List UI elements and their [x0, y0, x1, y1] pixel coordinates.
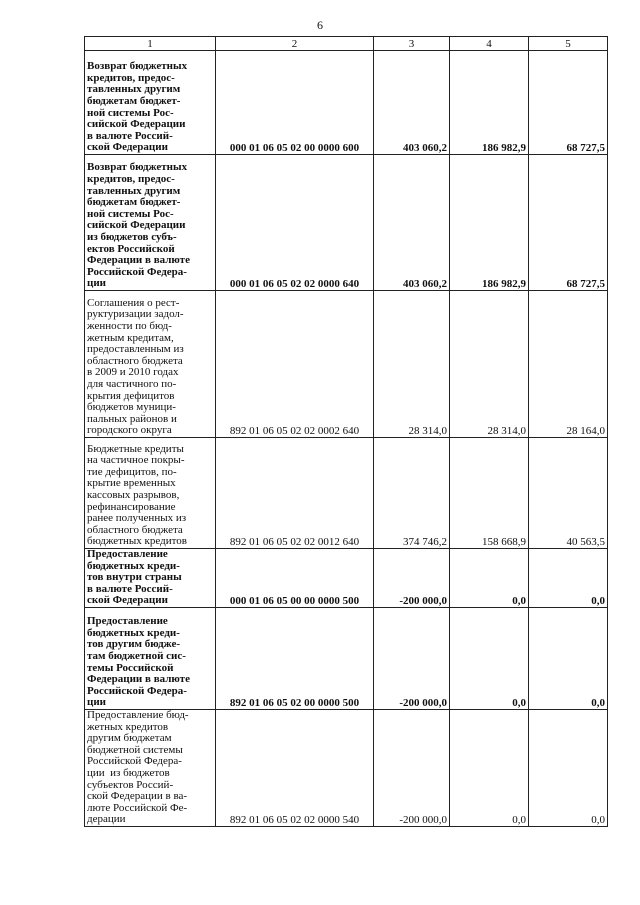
- row-name-line: ции из бюджетов: [87, 767, 170, 779]
- row-name-line: на частичное покры-: [87, 454, 185, 467]
- column-header-5: 5: [529, 37, 608, 51]
- row-name-line: Российской Федера-: [87, 684, 187, 697]
- row-name-line: тавленных другим: [87, 184, 181, 197]
- row-name-line: дерации: [87, 813, 126, 826]
- row-name-line: Предоставление бюд-: [87, 709, 189, 722]
- row-value-col3: -200 000,0: [374, 607, 450, 709]
- row-name-line: Возврат бюджетных: [87, 161, 188, 174]
- row-name-line: люте Российской Фе-: [87, 801, 188, 814]
- row-name-cell: [85, 607, 216, 709]
- row-value-col3: 403 060,2: [374, 155, 450, 291]
- table-row: [85, 291, 608, 438]
- row-name-line: Российской Федера-: [87, 265, 187, 278]
- row-name-cell: [85, 51, 216, 155]
- row-value-col4: 0,0: [450, 709, 529, 826]
- row-name-line: кассовых разрывов,: [87, 489, 180, 502]
- row-name-cell: [85, 709, 216, 826]
- row-name-line: бюджетных креди-: [87, 626, 180, 639]
- row-name-line: тов другим бюдже-: [87, 638, 181, 651]
- row-name-line: в 2009 и 2010 годах: [87, 366, 179, 379]
- row-value-col3: -200 000,0: [374, 709, 450, 826]
- row-value-col4: 186 982,9: [450, 155, 529, 291]
- row-value-col4: 0,0: [450, 549, 529, 608]
- row-name-line: руктуризации задол-: [87, 308, 184, 321]
- row-value-col5: 68 727,5: [529, 51, 608, 155]
- row-name-cell: [85, 155, 216, 291]
- row-value-col5: 0,0: [529, 607, 608, 709]
- row-value-col5: 28 164,0: [529, 291, 608, 438]
- row-name-line: областного бюджета: [87, 354, 183, 367]
- row-name-line: бюджетной системы: [87, 743, 183, 756]
- row-name-line: городского округа: [87, 424, 172, 437]
- row-name-line: ции: [87, 696, 107, 709]
- table-row: [85, 549, 608, 608]
- row-value-col4: 0,0: [450, 607, 529, 709]
- row-value-col5: 0,0: [529, 549, 608, 608]
- row-name-line: ции: [87, 277, 107, 290]
- row-name-line: Федерации в валюте: [87, 254, 190, 267]
- row-name-line: тие дефицитов, по-: [87, 465, 177, 478]
- row-code-cell: 892 01 06 05 02 00 0000 500: [216, 607, 374, 709]
- row-name-line: бюджетных кредитов: [87, 535, 187, 548]
- row-value-col3: 374 746,2: [374, 438, 450, 549]
- row-name-cell: [85, 291, 216, 438]
- row-value-col5: 0,0: [529, 709, 608, 826]
- row-name-line: рефинансирование: [87, 500, 176, 513]
- table-row: [85, 438, 608, 549]
- row-name-line: для частичного по-: [87, 378, 177, 391]
- row-name-line: женности по бюд-: [87, 320, 172, 333]
- row-name-line: из бюджетов субъ-: [87, 231, 177, 244]
- row-name-cell: [85, 549, 216, 608]
- row-name-line: ской Федерации в ва-: [87, 790, 188, 803]
- row-name-line: кредитов, предос-: [87, 173, 175, 186]
- row-value-col3: -200 000,0: [374, 549, 450, 608]
- row-name-line: тавленных другим: [87, 83, 181, 96]
- row-value-col4: 158 668,9: [450, 438, 529, 549]
- row-name-line: пальных районов и: [87, 412, 177, 425]
- table-body: [85, 51, 608, 827]
- row-value-col5: 68 727,5: [529, 155, 608, 291]
- row-value-col4: 186 982,9: [450, 51, 529, 155]
- row-name-line: Предоставление: [87, 548, 168, 560]
- row-name-line: тов внутри страны: [87, 571, 182, 584]
- row-name-line: в валюте Россий-: [87, 582, 173, 595]
- row-name-line: Предоставление: [87, 615, 168, 628]
- row-name-cell: [85, 438, 216, 549]
- row-name-line: бюджетных креди-: [87, 559, 180, 572]
- row-name-line: ской Федерации: [87, 594, 168, 607]
- row-name-line: жетным кредитам,: [87, 331, 174, 344]
- row-value-col3: 28 314,0: [374, 291, 450, 438]
- table-row: [85, 607, 608, 709]
- row-name-line: сийской Федерации: [87, 219, 186, 232]
- row-name-line: кредитов, предос-: [87, 71, 175, 84]
- column-header-1: 1: [85, 37, 216, 51]
- row-name-line: областного бюджета: [87, 523, 183, 536]
- row-name-line: ской Федерации: [87, 141, 168, 154]
- row-value-col3: 403 060,2: [374, 51, 450, 155]
- table-header-row: [85, 37, 608, 51]
- column-header-2: 2: [216, 37, 374, 51]
- row-name-line: бюджетов муници-: [87, 401, 176, 414]
- row-name-line: бюджетам бюджет-: [87, 196, 181, 209]
- row-name-line: темы Российской: [87, 661, 174, 674]
- row-code-cell: 892 01 06 05 02 02 0012 640: [216, 438, 374, 549]
- row-code-cell: 000 01 06 05 00 00 0000 500: [216, 549, 374, 608]
- row-name-line: бюджетам бюджет-: [87, 95, 181, 108]
- row-code-cell: 892 01 06 05 02 02 0000 540: [216, 709, 374, 826]
- table-row: [85, 155, 608, 291]
- row-name-line: в валюте Россий-: [87, 129, 173, 142]
- row-name-line: сийской Федерации: [87, 118, 186, 131]
- row-name-line: субъектов Россий-: [87, 778, 174, 791]
- row-name-line: там бюджетной сис-: [87, 650, 186, 662]
- row-name-line: Возврат бюджетных: [87, 60, 188, 73]
- row-name-line: ной системы Рос-: [87, 106, 174, 119]
- row-code-cell: 892 01 06 05 02 02 0002 640: [216, 291, 374, 438]
- column-header-3: 3: [374, 37, 450, 51]
- row-name-line: ектов Российской: [87, 242, 175, 255]
- row-name-line: жетных кредитов: [87, 720, 169, 733]
- row-name-line: ранее полученных из: [87, 512, 187, 525]
- row-code-cell: 000 01 06 05 02 00 0000 600: [216, 51, 374, 155]
- row-code-cell: 000 01 06 05 02 02 0000 640: [216, 155, 374, 291]
- row-name-line: Федерации в валюте: [87, 673, 190, 686]
- row-value-col4: 28 314,0: [450, 291, 529, 438]
- row-name-line: предоставленным из: [87, 343, 184, 356]
- row-name-line: другим бюджетам: [87, 732, 172, 745]
- budget-sources-table: [84, 36, 608, 827]
- table-row: [85, 709, 608, 826]
- row-name-line: Соглашения о рест-: [87, 296, 180, 309]
- column-header-4: 4: [450, 37, 529, 51]
- page-number: 6: [317, 18, 323, 32]
- row-name-line: ной системы Рос-: [87, 207, 174, 220]
- row-name-line: крытие временных: [87, 477, 176, 490]
- row-name-line: крытия дефицитов: [87, 389, 175, 402]
- row-value-col5: 40 563,5: [529, 438, 608, 549]
- row-name-line: Российской Федера-: [87, 755, 182, 768]
- table-row: [85, 51, 608, 155]
- row-name-line: Бюджетные кредиты: [87, 442, 184, 455]
